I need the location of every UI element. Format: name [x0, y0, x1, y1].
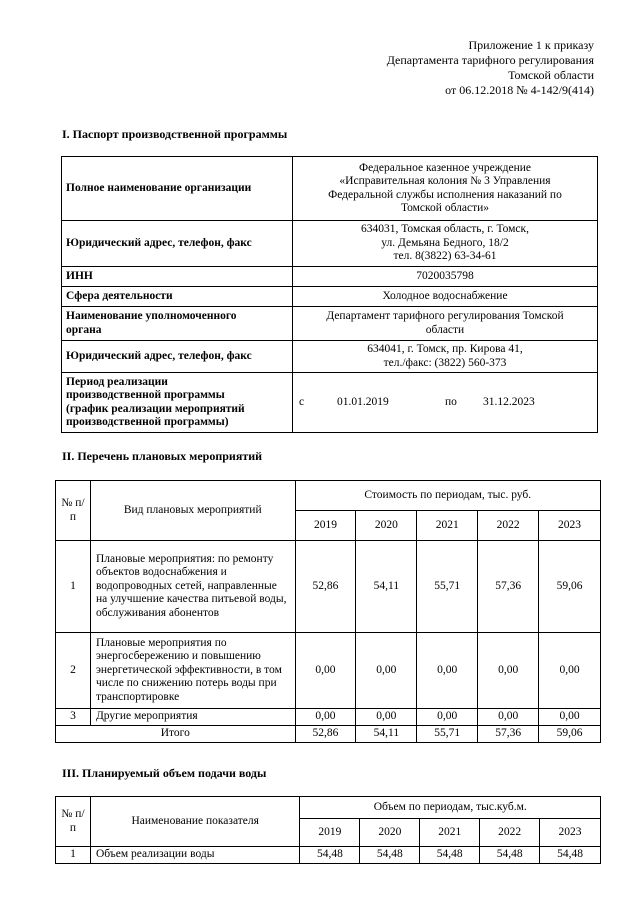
- year-header: 2019: [295, 511, 356, 541]
- cost-cell: 0,00: [478, 633, 539, 709]
- label-line: производственной программы: [66, 389, 225, 401]
- value-line: тел./факс: (3822) 560-373: [383, 356, 507, 369]
- appendix-line: Департамента тарифного регулирования: [386, 53, 594, 67]
- column-header-num: № п/п: [56, 481, 91, 541]
- measure-name: Другие мероприятия: [90, 709, 295, 726]
- year-header: 2023: [540, 819, 601, 847]
- volume-cell: 54,48: [360, 847, 420, 864]
- value-line: Федеральное казенное учреждение: [358, 161, 531, 174]
- volume-table: [55, 796, 601, 864]
- table-row: [62, 157, 598, 221]
- field-value: [293, 341, 598, 373]
- period-value: [293, 373, 598, 433]
- volume-cell: 54,48: [540, 847, 601, 864]
- table-row: [56, 709, 601, 726]
- cost-cell: 59,06: [539, 541, 601, 633]
- appendix-line: Приложение 1 к приказу: [468, 38, 594, 52]
- table-row-total: [56, 726, 601, 743]
- row-number: 1: [56, 847, 91, 864]
- year-header: 2021: [420, 819, 480, 847]
- row-number: 3: [56, 709, 91, 726]
- total-cell: 55,71: [417, 726, 478, 743]
- appendix-header: [387, 38, 594, 98]
- row-number: 2: [56, 633, 91, 709]
- year-header: 2020: [356, 511, 417, 541]
- value-line: Департамент тарифного регулирования Томской: [326, 310, 564, 322]
- cost-cell: 55,71: [417, 541, 478, 633]
- measure-name: Плановые мероприятия: по ремонту объектов водоснабжения и водопроводных сетей, направленные на улучшение качества питьевой воды, обслуживания абонентов: [90, 541, 295, 633]
- section-title-volume: III. Планируемый объем подачи воды: [62, 766, 267, 780]
- total-cell: 54,11: [356, 726, 417, 743]
- label-line: производственной программы): [66, 416, 229, 428]
- value-line: Томской области»: [400, 202, 490, 214]
- total-cell: 52,86: [295, 726, 356, 743]
- cost-cell: 52,86: [295, 541, 356, 633]
- year-header: 2023: [539, 511, 601, 541]
- cost-cell: 57,36: [478, 541, 539, 633]
- year-header: 2019: [300, 819, 360, 847]
- field-label: ИНН: [62, 267, 293, 287]
- table-row: [62, 287, 598, 307]
- value-line: 634031, Томская область, г. Томск,: [361, 223, 529, 236]
- row-number: 1: [56, 541, 91, 633]
- field-label: Юридический адрес, телефон, факс: [62, 221, 293, 267]
- cost-cell: 0,00: [417, 633, 478, 709]
- year-header: 2022: [480, 819, 540, 847]
- value-line: «Исправительная колония № 3 Управления: [339, 175, 551, 187]
- measures-table: [55, 480, 601, 743]
- column-header-cost: Стоимость по периодам, тыс. руб.: [295, 481, 600, 511]
- total-cell: 57,36: [478, 726, 539, 743]
- volume-cell: 54,48: [480, 847, 540, 864]
- table-row: [56, 847, 601, 864]
- indicator-name: Объем реализации воды: [90, 847, 300, 864]
- field-label: [62, 307, 293, 341]
- field-value: [293, 307, 598, 341]
- field-label: Юридический адрес, телефон, факс: [62, 341, 293, 373]
- cost-cell: 0,00: [295, 709, 356, 726]
- period-from-date: 01.01.2019: [337, 395, 389, 408]
- field-value: [293, 157, 598, 221]
- field-value: [293, 221, 598, 267]
- period-to-word: по: [445, 395, 457, 408]
- cost-cell: 0,00: [417, 709, 478, 726]
- appendix-line: от 06.12.2018 № 4-142/9(414): [445, 83, 594, 97]
- cost-cell: 0,00: [356, 709, 417, 726]
- cost-cell: 54,11: [356, 541, 417, 633]
- column-header-num: № п/п: [56, 797, 91, 847]
- passport-table: [61, 156, 598, 433]
- year-header: 2020: [360, 819, 420, 847]
- cost-cell: 0,00: [539, 709, 601, 726]
- table-header-row: [56, 481, 601, 511]
- label-line: Период реализации: [66, 375, 168, 388]
- table-row: [62, 307, 598, 341]
- field-value: Холодное водоснабжение: [293, 287, 598, 307]
- table-row-period: [62, 373, 598, 433]
- table-row: [56, 633, 601, 709]
- appendix-line: Томской области: [508, 68, 594, 82]
- total-label: Итого: [56, 726, 296, 743]
- cost-cell: 0,00: [539, 633, 601, 709]
- value-line: ул. Демьяна Бедного, 18/2: [381, 236, 509, 249]
- measure-name: Плановые мероприятия по энергосбережению и повышению энергетической эффективности, в том числе по снижению потерь воды при транспортировке: [90, 633, 295, 709]
- label-line: органа: [66, 323, 102, 336]
- total-cell: 59,06: [539, 726, 601, 743]
- year-header: 2022: [478, 511, 539, 541]
- label-line: (график реализации мероприятий: [66, 402, 245, 415]
- label-line: Наименование уполномоченного: [66, 310, 237, 322]
- table-header-row: [56, 797, 601, 819]
- field-label: Сфера деятельности: [62, 287, 293, 307]
- volume-cell: 54,48: [420, 847, 480, 864]
- column-header-name: Вид плановых мероприятий: [90, 481, 295, 541]
- value-line: 634041, г. Томск, пр. Кирова 41,: [367, 343, 523, 355]
- section-title-passport: I. Паспорт производственной программы: [62, 127, 288, 141]
- year-header: 2021: [417, 511, 478, 541]
- field-value: 7020035798: [293, 267, 598, 287]
- column-header-name: Наименование показателя: [90, 797, 300, 847]
- field-label: Полное наименование организации: [62, 157, 293, 221]
- table-row: [62, 341, 598, 373]
- value-line: тел. 8(3822) 63-34-61: [393, 250, 497, 263]
- period-to-date: 31.12.2023: [483, 395, 535, 408]
- table-row: [62, 267, 598, 287]
- column-header-volume: Объем по периодам, тыс.куб.м.: [300, 797, 601, 819]
- value-line: Федеральной службы исполнения наказаний по: [328, 188, 562, 201]
- table-row: [62, 221, 598, 267]
- table-row: [56, 541, 601, 633]
- cost-cell: 0,00: [478, 709, 539, 726]
- section-title-measures: II. Перечень плановых мероприятий: [62, 449, 263, 463]
- volume-cell: 54,48: [300, 847, 360, 864]
- cost-cell: 0,00: [295, 633, 356, 709]
- period-from-word: с: [299, 395, 305, 408]
- cost-cell: 0,00: [356, 633, 417, 709]
- value-line: области: [425, 323, 465, 336]
- field-label: [62, 373, 293, 433]
